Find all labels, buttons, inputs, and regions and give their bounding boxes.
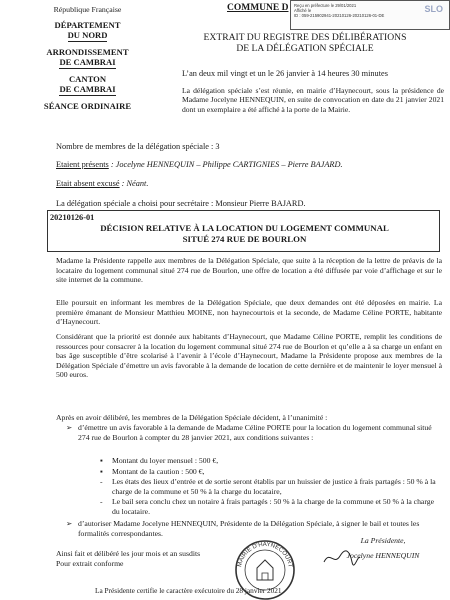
list-item — [100, 467, 440, 477]
decision-title — [48, 223, 441, 245]
closing-block — [56, 549, 200, 569]
receipt-line-3: ID : 059-215902941-20210126-20210126-01-DE — [294, 13, 385, 18]
condition-4: Le bail sera conclu chez un notaire à frais partagés : 50 % à la charge de la commune et 50 % à la charge du locataire. — [112, 497, 435, 516]
list-item — [66, 423, 440, 442]
decision-title-line-1: DÉCISION RELATIVE À LA LOCATION DU LOGEMENT COMMUNAL — [100, 223, 389, 233]
square-bullet-icon: ▪ — [100, 456, 103, 465]
footer-certification: La Présidente certifie le caractère exécutoire du 28 janvier 2021 — [95, 586, 282, 595]
arrondissement-block — [20, 47, 155, 69]
department-line-1: DÉPARTEMENT — [54, 20, 121, 30]
extract-title — [180, 32, 430, 54]
intro-paragraph: La délégation spéciale s’est réunie, en mairie d’Haynecourt, sous la présidence de Madame Jocelyne HENNEQUIN, en suite de convocation en date du 21 janvier 2021 dont un exemplaire a été affiché à la porte de la Mairie. — [182, 86, 444, 114]
extract-title-line-2: DE LA DÉLÉGATION SPÉCIALE — [236, 43, 374, 54]
department-line-2: DU NORD — [67, 30, 108, 40]
dash-bullet-icon: - — [100, 497, 103, 507]
list-item — [100, 477, 440, 496]
paragraph-2: Elle poursuit en informant les membres de la Délégation Spéciale, que deux demandes ont été déposées en mairie. La première émanant de Monsieur Matthieu MOINE, non haynecourtois et la seconde, de Madame Céline PORTE, habitante d’Haynecourt. — [56, 298, 442, 327]
prefecture-receipt-stamp — [290, 0, 450, 30]
session-type: SÉANCE ORDINAIRE — [43, 101, 132, 111]
decision-title-line-2: SITUÉ 274 RUE DE BOURLON — [182, 234, 307, 244]
canton-line-2: DE CAMBRAI — [59, 84, 116, 94]
decision-item-2: d’autoriser Madame Jocelyne HENNEQUIN, Présidente de la Délégation Spéciale, à signer le bail et toutes les formalités correspondantes. — [78, 519, 420, 538]
condition-2: Montant de la caution : 500 €, — [112, 466, 205, 476]
list-item — [100, 497, 440, 516]
decision-item-1: d’émettre un avis favorable à la demande de Madame Céline PORTE pour la location du logement communal situé 274 rue de Bourlon à compter du 28 janvier 2021, aux conditions suivantes : — [78, 423, 432, 442]
condition-1: Montant du loyer mensuel : 500 €, — [112, 456, 219, 465]
paragraph-1: Madame la Présidente rappelle aux membres de la Délégation Spéciale, que suite à la réception de la lettre de préavis de la locataire du logement communal situé 274 rue de Bourlon, une offre de location a été diffusée par voie d’affichage et sur le site internet de la commune. — [56, 256, 442, 285]
present-names: : Jocelyne HENNEQUIN – Philippe CARTIGNIES – Pierre BAJARD. — [110, 160, 343, 169]
signature-name: Jocelyne HENNEQUIN — [346, 551, 420, 560]
closing-line-1: Ainsi fait et délibéré les jour mois et an susdits — [56, 549, 201, 558]
arrow-bullet-icon: ➢ — [66, 423, 73, 432]
arrondissement-line-2: DE CAMBRAI — [59, 57, 116, 67]
receipt-logo: SLO — [424, 4, 443, 14]
present-members — [56, 160, 343, 169]
dash-bullet-icon: - — [100, 477, 103, 487]
absent-label: Etait absent excusé — [56, 179, 120, 188]
arrow-bullet-icon: ➢ — [66, 519, 73, 528]
extract-title-line-1: EXTRAIT DU REGISTRE DES DÉLIBÉRATIONS — [203, 32, 407, 43]
commune-title: COMMUNE D — [227, 3, 289, 13]
condition-3: Les états des lieux d’entrée et de sortie seront établis par un huissier de justice à frais partagés : 50 % à la charge de la commune et 50 % à la charge du locataire, — [112, 477, 436, 496]
receipt-line-1: Reçu en préfecture le 29/01/2021 — [294, 3, 357, 8]
absent-value: : Néant. — [121, 179, 149, 188]
canton-block — [20, 74, 155, 96]
decision-header-box — [47, 210, 440, 252]
session-datetime: L’an deux mil vingt et un le 26 janvier à 14 heures 30 minutes — [182, 69, 388, 78]
present-label: Etaient présents — [56, 160, 109, 169]
secretary-line: La délégation spéciale a choisi pour secrétaire : Monsieur Pierre BAJARD. — [56, 199, 306, 208]
republic-label: République Française — [53, 5, 122, 14]
list-item — [100, 456, 440, 466]
seal-text: MAIRIE D'HAYNECOURT — [237, 541, 293, 568]
department-block — [20, 20, 155, 42]
receipt-line-2: Affiché le — [294, 8, 312, 13]
closing-line-2: Pour extrait conforme — [56, 559, 124, 568]
conditions-list — [100, 456, 440, 518]
decision-list-1 — [66, 423, 440, 442]
paragraph-4: Après en avoir délibéré, les membres de la Délégation Spéciale décident, à l’unanimité : — [56, 413, 328, 422]
decision-reference: 20210126-01 — [50, 213, 95, 222]
canton-line-1: CANTON — [68, 74, 107, 84]
members-count: Nombre de membres de la délégation spéciale : 3 — [56, 142, 220, 151]
arrondissement-line-1: ARRONDISSEMENT — [46, 47, 129, 57]
paragraph-3: Considérant que la priorité est donnée aux habitants d’Haynecourt, que Madame Céline PORTE, remplit les conditions de ressources pour consacrer à la location du logement communal situé 274 rue de Bourlon et qu’elle a à sa charge un enfant en bas âge susceptible d’être scolarisé à l’avenir à l’école d’Haynecourt, Madame la Présidente propose aux membres de la Délégation Spéciale d’émettre un avis favorable à la demande de location de cette dernière et de maintenir le loyer mensuel à 500 euros. — [56, 332, 442, 380]
header-left-column — [20, 5, 155, 111]
handwritten-signature-icon — [322, 548, 362, 568]
signature-role: La Présidente, — [360, 536, 406, 545]
absent-members — [56, 179, 148, 188]
square-bullet-icon: ▪ — [100, 466, 103, 476]
